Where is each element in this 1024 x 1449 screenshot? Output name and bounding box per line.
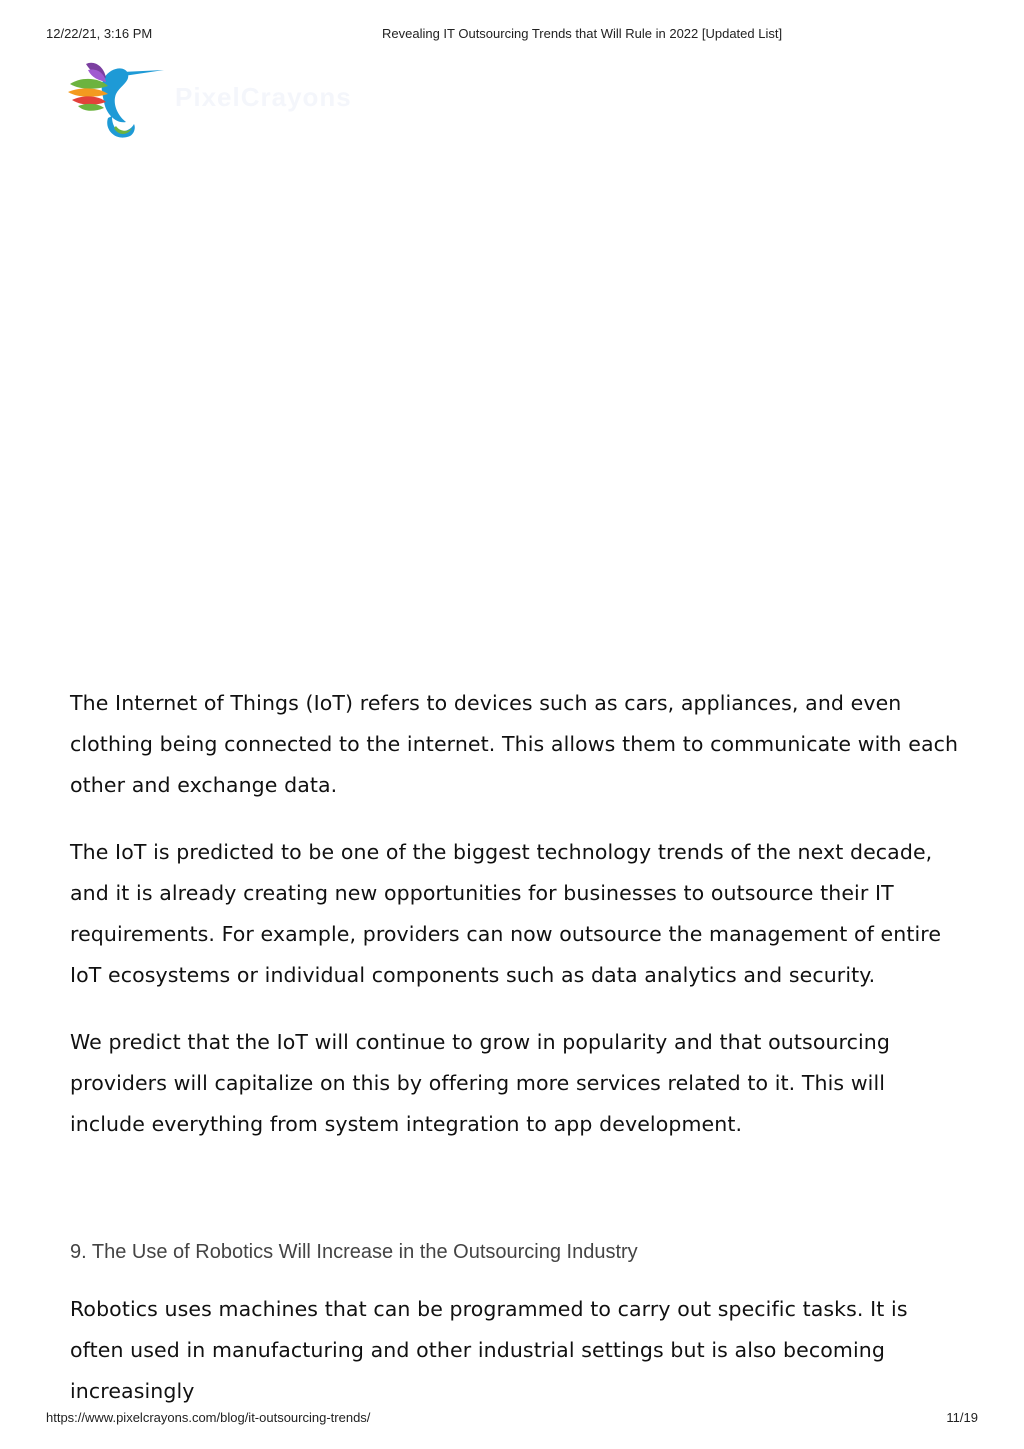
print-datetime: 12/22/21, 3:16 PM: [46, 26, 153, 41]
print-page-title: Revealing IT Outsourcing Trends that Will Rule in 2022 [Updated List]: [382, 26, 783, 41]
print-footer: [0, 1410, 1024, 1430]
article-paragraph-iot-trend: The IoT is predicted to be one of the biggest technology trends of the next decade, and it is already creating new opportunities for businesses to outsource their IT requirements. For example, providers can now outsource the management of entire IoT ecosystems or individual components such as data analytics and security.: [70, 840, 942, 987]
article-paragraph-iot-definition: The Internet of Things (IoT) refers to devices such as cars, appliances, and even clothing being connected to the internet. This allows them to communicate with each other and exchange data.: [70, 691, 959, 797]
section-heading-robotics: 9. The Use of Robotics Will Increase in the Outsourcing Industry: [70, 1241, 638, 1263]
article-content: [70, 683, 960, 1438]
print-header: [0, 24, 1024, 44]
print-page-number: 11/19: [946, 1410, 978, 1425]
print-url: https://www.pixelcrayons.com/blog/it-outsourcing-trends/: [46, 1410, 371, 1425]
article-paragraph-robotics: Robotics uses machines that can be programmed to carry out specific tasks. It is often used in manufacturing and other industrial settings but is also becoming increasingly: [70, 1297, 908, 1403]
hummingbird-logo-icon: [64, 56, 174, 146]
article-paragraph-iot-prediction: We predict that the IoT will continue to grow in popularity and that outsourcing providers will capitalize on this by offering more services related to it. This will include everything from system integration to app development.: [70, 1030, 891, 1136]
pixelcrayons-logo[interactable]: [64, 56, 174, 146]
logo-wordmark: PixelCrayons: [175, 82, 352, 112]
